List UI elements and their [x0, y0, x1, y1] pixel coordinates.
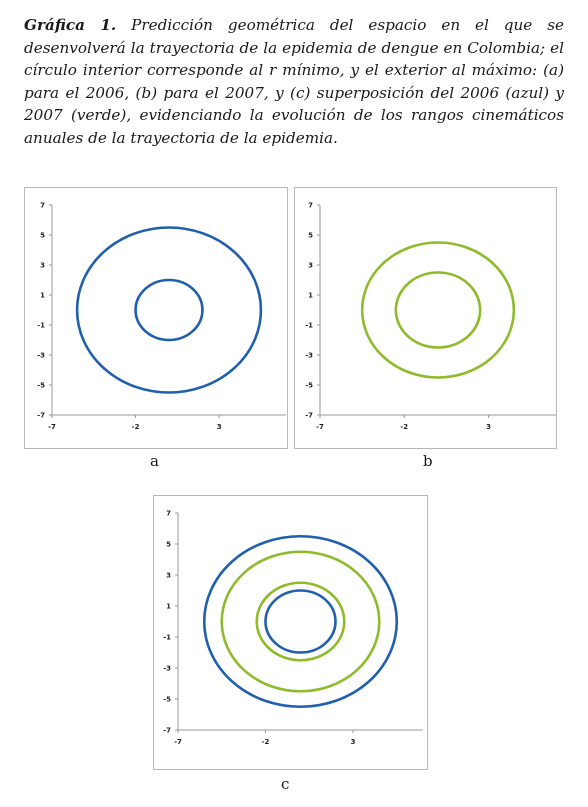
- y-tick-label: 7: [166, 509, 171, 518]
- y-tick-label: -1: [163, 633, 171, 642]
- x-tick-label: -2: [400, 423, 409, 431]
- y-tick-label: 3: [166, 571, 171, 580]
- sublabel-b: b: [423, 452, 433, 470]
- figure-caption-text: Predicción geométrica del espacio en el que se desenvolverá la trayectoria de la epidemia de dengue en Colombia; el círculo interior corresponde al r mínimo, y el exterior al máximo: (a) para el 2006, (b) para el 2007, y (c) superposición del 2006 (azul) y 2007 (verde), evidenciando la evolución de los rangos cinemáticos anuales de la trayectoria de la epidemia.: [24, 16, 564, 147]
- x-tick-label: -2: [131, 423, 140, 431]
- y-tick-label: -5: [305, 381, 313, 390]
- y-tick-label: -1: [37, 321, 45, 330]
- chart-panel-c: [153, 495, 428, 770]
- y-tick-label: 7: [308, 201, 313, 210]
- chart-panel-b: [294, 187, 557, 449]
- y-tick-label: 7: [40, 201, 45, 210]
- y-tick-label: 5: [308, 231, 313, 240]
- sublabel-c: c: [281, 775, 290, 793]
- y-tick-label: 1: [308, 291, 313, 300]
- y-tick-label: -7: [163, 726, 171, 735]
- y-tick-label: 3: [40, 261, 45, 270]
- x-tick-label: -7: [174, 738, 182, 746]
- x-tick-label: -7: [48, 423, 56, 431]
- figure-caption: [24, 14, 564, 149]
- y-tick-label: -7: [305, 411, 313, 420]
- y-tick-label: -5: [37, 381, 45, 390]
- y-tick-label: 1: [40, 291, 45, 300]
- y-tick-label: -3: [163, 664, 171, 673]
- y-tick-label: -3: [37, 351, 45, 360]
- chart-frame: [25, 188, 288, 449]
- y-tick-label: 5: [40, 231, 45, 240]
- y-tick-label: -7: [37, 411, 45, 420]
- y-tick-label: -3: [305, 351, 313, 360]
- chart-panel-a: [24, 187, 288, 449]
- y-tick-label: 3: [308, 261, 313, 270]
- figure-label: Gráfica 1.: [24, 16, 117, 34]
- y-tick-label: 1: [166, 602, 171, 611]
- chart-svg-b: [294, 187, 557, 449]
- x-tick-label: 3: [486, 423, 492, 431]
- x-tick-label: 3: [216, 423, 222, 431]
- chart-svg-a: [24, 187, 288, 449]
- sublabel-a: a: [150, 452, 159, 470]
- chart-frame: [295, 188, 557, 449]
- y-tick-label: 5: [166, 540, 171, 549]
- chart-svg-c: [153, 495, 428, 770]
- x-tick-label: 3: [350, 738, 356, 746]
- y-tick-label: -1: [305, 321, 313, 330]
- x-tick-label: -7: [316, 423, 324, 431]
- y-tick-label: -5: [163, 695, 171, 704]
- x-tick-label: -2: [261, 738, 270, 746]
